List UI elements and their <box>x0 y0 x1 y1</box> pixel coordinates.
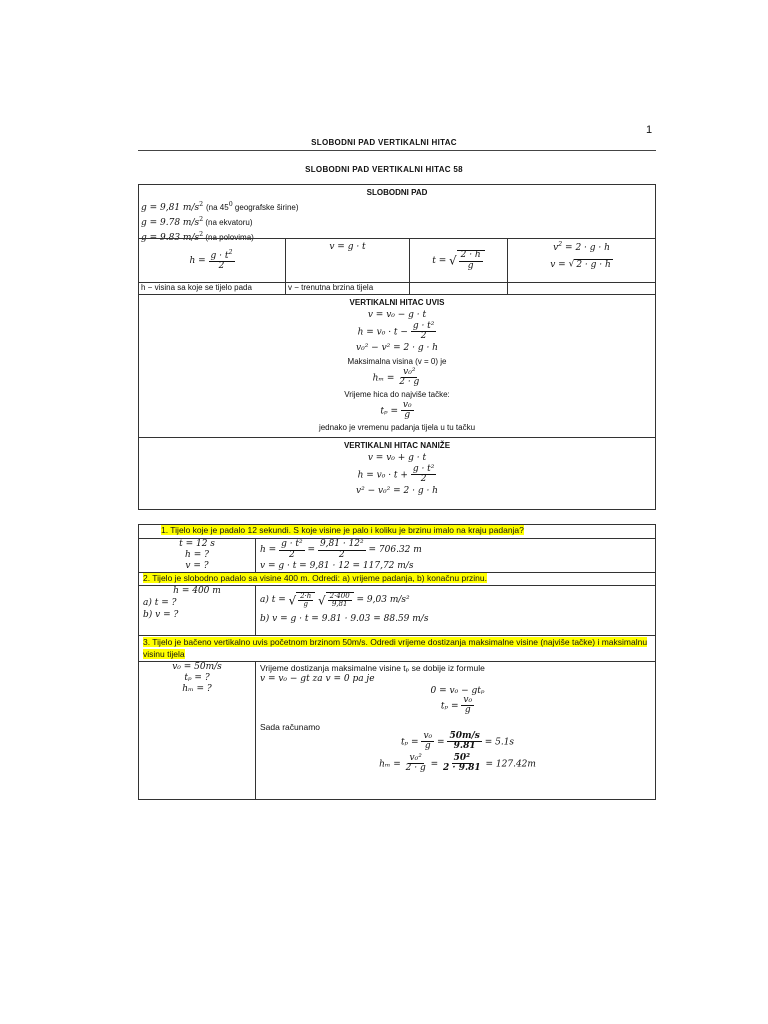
formula-time: t = √ $\frac{2 \cdot h}{g}$ <box>409 238 507 282</box>
formula-table <box>138 184 656 510</box>
empty-cell <box>507 282 655 294</box>
equation: h = v₀ · t − $\frac{\text{g · t²}}{2}$ <box>357 321 435 342</box>
definition-v: v − trenutna brzina tijela <box>285 282 409 294</box>
formula-height: h = $\frac{g \cdot t^2}{2}$ <box>139 238 285 282</box>
problem-1-statement: 1. Tijelo koje je padalo 12 sekundi. S koje visine je palo i koliku je brzinu imalo na kraju padanja? <box>161 525 524 535</box>
problem-3-given: v₀ = 50m/s tₚ = ? hₘ = ? <box>139 661 255 800</box>
empty-cell <box>409 282 507 294</box>
problem-2-solution: a) t = √ $\frac{2\cdot h}{g}$ √ $\frac{2\cdot 400}{9,81}$ = 9,03 m/s² b) v = g · t = 9.81 · 9.03 = 88.59 m/s <box>255 585 655 635</box>
problem-3-solution <box>255 661 655 799</box>
problems-table <box>138 524 656 800</box>
solution-line: hₘ = $\frac{\text{v₀²}}{2 \cdot g}$ = $\frac{\text{50²}}{2 \cdot 9.81}$ = 127.42m <box>379 752 536 774</box>
g-value-row: g = 9.78 $m/s^2$ (na ekvatoru) <box>141 216 253 228</box>
equation: v = v₀ + g · t <box>367 453 427 463</box>
downward-throw-section <box>139 437 655 509</box>
formula-velocity: v = g · t <box>285 238 409 282</box>
equation: h = v₀ · t + $\frac{\text{g · t²}}{2}$ <box>357 464 435 485</box>
document-title: SLOBODNI PAD VERTIKALNI HITAC 58 <box>305 165 463 174</box>
problem-2-statement: 2. Tijelo je slobodno padalo sa visine 400 m. Odredi: a) vrijeme padanja, b) konačnu przinu. <box>139 572 655 585</box>
page-number: 1 <box>646 124 653 136</box>
equal-text: jednako je vremenu padanja tijela u tu tačku <box>318 422 476 432</box>
free-fall-title: SLOBODNI PAD <box>366 188 428 197</box>
header-rule <box>138 150 656 151</box>
time-text: Vrijeme hica do najviše tačke: <box>344 389 450 399</box>
running-header: SLOBODNI PAD VERTIKALNI HITAC <box>311 138 457 147</box>
upward-throw-section <box>139 294 655 437</box>
solution-line: Vrijeme dostizanja maksimalne visine tₚ se dobije iz formule <box>260 663 485 673</box>
formula-velocity-squared: $v^2 = 2 \cdot g \cdot h$ v = √ 2 · g · h <box>507 238 655 282</box>
equation: v₀² − v² = 2 · g · h <box>356 342 438 353</box>
g-value-row: g = 9,81 $m/s^2$ (na $45^0$ geografske širine) <box>141 201 299 213</box>
solution-line: tₚ = $\frac{\text{v₀}}{g}$ <box>440 695 473 716</box>
max-height-text: Maksimalna visina (v = 0) je <box>347 356 447 366</box>
solution-line: 0 = v₀ − gtₚ <box>430 686 485 696</box>
solution-line: v = v₀ − gt za v = 0 pa je <box>260 674 375 684</box>
solution-line: tₚ = $\frac{\text{v₀}}{g}$ = $\frac{50m/s}{9.81}$ = 5.1s <box>400 730 515 752</box>
g-value-row: g = 9.83 $m/s^2$ (na polovima) <box>141 231 254 243</box>
downward-throw-title: VERTIKALNI HITAC NANIŽE <box>343 441 451 450</box>
upward-throw-title: VERTIKALNI HITAC UVIS <box>349 298 445 307</box>
solution-line: Sada računamo <box>260 721 321 732</box>
equation: v = v₀ − g · t <box>367 310 427 320</box>
problem-1-given: t = 12 s h = ? v = ? <box>139 538 255 573</box>
equation: v² − v₀² = 2 · g · h <box>356 485 438 496</box>
definition-h: h − visina sa koje se tijelo pada <box>139 282 285 294</box>
equation: hₘ = $\frac{\text{v₀²}}{2 \cdot g}$ <box>372 366 420 388</box>
problem-3-statement: 3. Tijelo je bačeno vertikalno uvis početnom brzinom 50m/s. Odredi vrijeme dostizanja maksimalne visine (najviše tačke) i maksimalnu visinu tijela <box>139 635 655 661</box>
problem-1-solution: h = $\frac{\text{g · t²}}{2}$ = $\frac{\text{9,81 · 12²}}{2}$ = 706.32 m v = g · t = 9,81 · 12 = 117,72 m/s <box>255 538 655 572</box>
problem-2-given: h = 400 m a) t = ? b) v = ? <box>139 585 255 636</box>
equation: tₚ = $\frac{\text{v₀}}{g}$ <box>380 399 412 421</box>
